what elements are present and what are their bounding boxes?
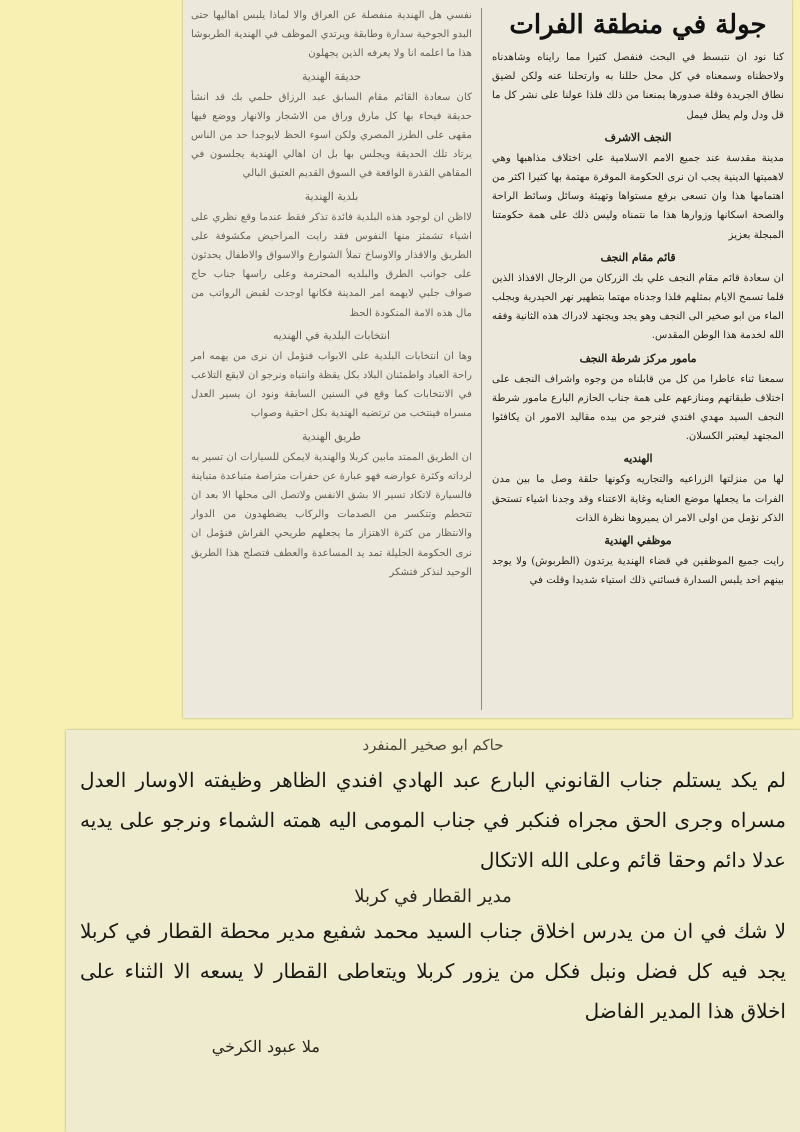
right-column-intro: كنا نود ان نتبسط في البحث فنفصل كثيرا مما رايناه وشاهدناه ولاحظناه وسمعناه في كل محل حللنا به وارتحلنا عنه ولكن لضيق نطاق الجريدة وقلة صدورها يمنعنا من ذلك فلذا عولنا على نشر كل ما قل ودل ولم يطل فيمل (492, 52, 784, 121)
section-text: ان سعادة قائم مقام النجف علي بك الزركان من الرجال الافذاذ الذين قلما تسمح الايام بمثلهم فلذا وجدناه مهتما بتطهير نهر الحيدرية وبجلب الماء من ابو صخير الى النجف وهو يجد ويجتهد لادراك هذه الثانية وفقه الله لخدمة هذا الوطن المقدس. (492, 272, 784, 342)
newspaper-clipping-bottom (66, 730, 800, 1132)
section-text: لها من منزلتها الزراعيه والتجاريه وكونها حلقة وصل ما بين مدن الفرات ما يجعلها موضع العنايه وغاية الاعتناء وقد وجدنا اشياء تستحق الذكر نؤمل من اولى الامر ان يميروها نظرة الذات (492, 474, 784, 524)
section-text: ان الطريق الممتد مابين كربلا والهندية لايمكن للسيارات ان تسير به لرداته وكثرة عوارضه فهو عبارة عن حفرات متراصة متباعدة متباينة فالسيارة لاتكاد تسير الا بشق الانفس ولاتصل الى محلها الا بعد ان تتحطم وتتكسر من الصدمات والركاب يضطهدون من الدوار والانتظار من كثرة الاهتزاز ما يجعلهم طريحي الفراش فنؤمل ان نرى الحكومة الجليلة تمد يد المساعدة والعطف فتصلح هذا الطريق الوحيد لنذكر فتشكر (191, 451, 472, 578)
section-heading: موظفي الهندية (604, 534, 672, 548)
left-column-intro: نفسي هل الهندية منفصلة عن العراق والا لماذا يلبس اهاليها حتى البدو الجوخية سدارة وطابقة ويرتدي الموظف في الهندية الطربوشا هذا ما اعلمه انا ولا يعرفه الذين يجهلون (191, 10, 472, 60)
clipping-paragraph: لا شك في ان من يدرس اخلاق جناب السيد محمد شفيع مدير محطة القطار في كربلا يجد فيه كل فضل ونبل فكل من يزور كربلا ويتعاطى القطار لا يسعه الا الثناء على اخلاق هذا المدير الفاضل (80, 919, 786, 1023)
section-heading: انتخابات البلدية في الهنديه (272, 328, 390, 342)
section-heading: مامور مركز شرطة النجف (579, 351, 697, 365)
section-text: لااظن ان لوجود هذه البلدية فائدة تذكر فقط عندما وقع نظري على اشياء تشمئز منها النفوس فقد رايت المراحيض مكشوفة على الطريق والاقذار والاوساخ تملأ الشوارع والاسواق والاطفال يحدثون على جوانب الطرق والبلديه المحترمة وعلى راسها جناب حاج صواف جلبي لايهمه امر المدينة فكانها اوجدت لقبض الرواتب من مال هذه الامة المنكودة الحظ (191, 211, 472, 319)
section-text: مدينة مقدسة عند جميع الامم الاسلامية على اختلاف مذاهبها وهي لاهميتها الدينية يجب ان نرى الحكومة الموقرة مهتمة بها كثيرا اكثر من اهتمامها هذا وان تسعى برفع مستواها وتهيئة وسائل وسائط الراحة والصحة اسكانها وزوارها هذا ما نتمناه وليس ذلك على همة حكومتنا المبجلة بعزيز (492, 152, 784, 241)
clipping-title: حاكم ابو صخير المنفرد (362, 736, 504, 754)
section-text: سمعنا ثناء عاطرا من كل من قابلناه من وجوه واشراف النجف على اختلاف طبقاتهم ومنازعهم على همة جناب الحازم البارع مامور شرطة النجف السيد مهدي افندي فنرجو من بيده مقاليد الامور ان يكافئوا المجتهد ليعتبر الكسلان. (492, 373, 784, 443)
right-column (484, 0, 792, 718)
section-heading: طريق الهندية (302, 429, 361, 443)
section-heading: النجف الاشرف (604, 130, 672, 144)
author-signature: ملا عبود الكرخي (211, 1037, 320, 1056)
section-text: رايت جميع الموظفين في قضاء الهندية يرتدون (الطربوش) ولا يوجد بينهم احد يلبس السدارة فسائني ذلك استياء شديدا وقلت في (492, 556, 784, 587)
column-divider (481, 8, 482, 710)
newspaper-clipping-top (183, 0, 792, 718)
section-heading: قائم مقام النجف (600, 250, 676, 264)
section-heading: الهنديه (623, 452, 653, 466)
section-text: كان سعادة القائم مقام السابق عبد الرزاق حلمي بك قد انشأ حديقة فيحاء بها كل مارق وراق من الاشجار والانهار ووضع فيها مقهى على الطرز المصري ولكن اسوء الحظ لايوجدا حد من الناس يرتاد تلك الحديقة ويجلس بها بل ان اهالي الهندية يجلسون في المقاهي القذرة الواقعة في السوق القديم العتيق البالي (191, 91, 472, 180)
section-heading: بلدية الهندية (304, 189, 359, 203)
left-column (183, 0, 480, 718)
clipping-paragraph: لم يكد يستلم جناب القانوني البارع عبد الهادي افندي الظاهر وظيفته الاوسار العدل مسراه وجرى الحق مجراه فنكبر في جناب المومى اليه همته الشماء ونرجو على يديه عدلا دائم وحقا قائم وعلى الله الاتكال (80, 768, 786, 872)
section-heading: حديقة الهندية (301, 69, 361, 83)
article-headline: جولة في منطقة الفرات (509, 10, 767, 40)
section-text: وها ان انتخابات البلدية على الابواب فنؤمل ان نرى من يهمه امر راحة العباد واطمئنان البلاد بكل يقظة وانتباه ونرجو ان لايقع التلاعب في الانتخابات كما وقع في السنين السابقة ونود ان يسير العدل مسراه فينتخب من ترتضيه الهندية بكل احقية وصواب (191, 350, 472, 420)
clipping-subheading: مدير القطار في كربلا (354, 886, 512, 907)
